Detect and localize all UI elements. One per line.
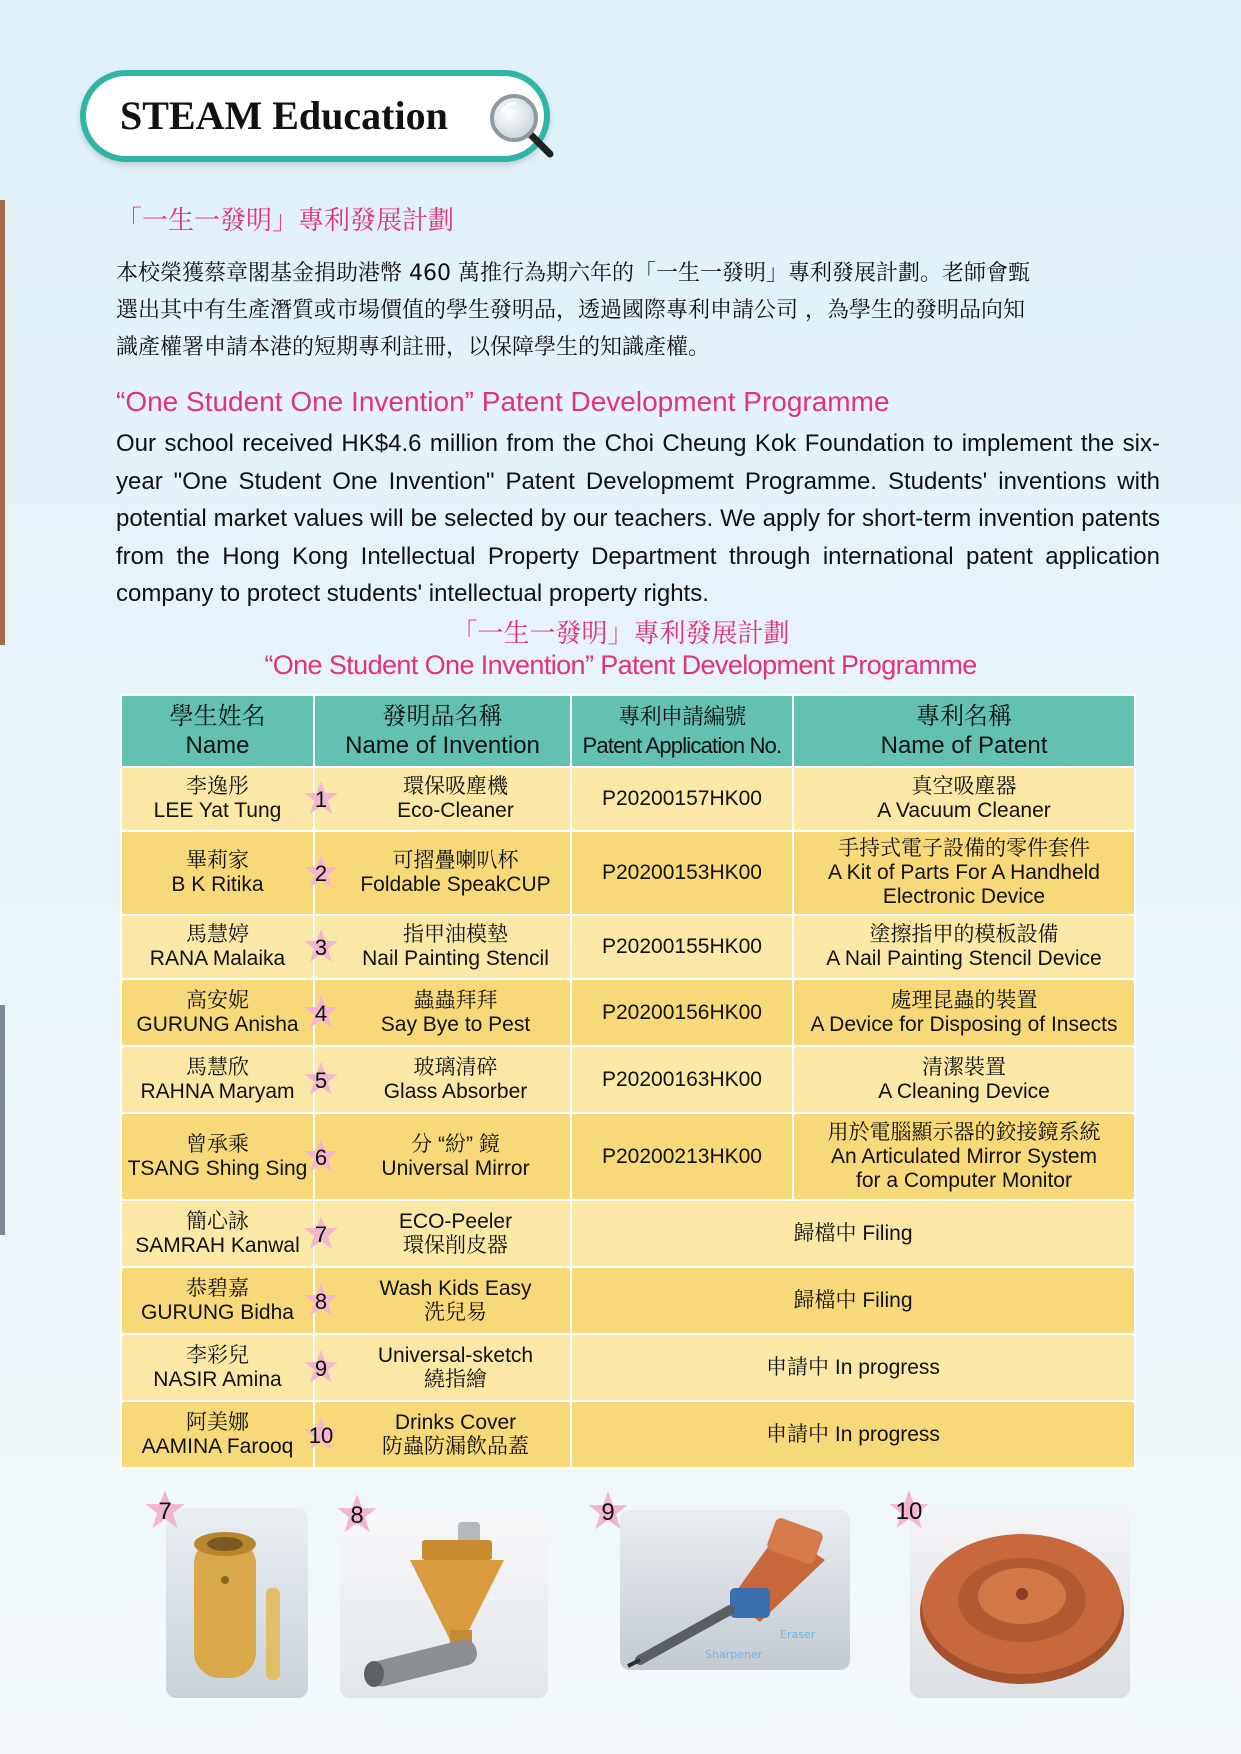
student-name: 馬慧婷 RANA Malaika (122, 916, 313, 978)
status-cell: 申請中 In progress (572, 1335, 1134, 1400)
star-number-badge: 8 (301, 1281, 341, 1321)
star-number-badge: 1 (301, 779, 341, 819)
invention-name: 5 玻璃清碎 Glass Absorber (315, 1047, 570, 1112)
student-name: 李彩兒 NASIR Amina (122, 1335, 313, 1400)
star-number-badge: 4 (301, 993, 341, 1033)
zh-paragraph (116, 255, 1156, 366)
star-number-badge: 10 (301, 1415, 341, 1455)
magnifier-icon (486, 90, 556, 160)
patent-name: 處理昆蟲的裝置 A Device for Disposing of Insects (794, 980, 1134, 1045)
photo-number-badge: 10 (886, 1488, 932, 1534)
sharpener-label: Sharpener (705, 1648, 763, 1661)
invention-name: 10 Drinks Cover 防蟲防漏飲品蓋 (315, 1402, 570, 1467)
patent-name: 塗擦指甲的模板設備 A Nail Painting Stencil Device (794, 916, 1134, 978)
application-no: P20200163HK00 (572, 1047, 792, 1112)
invention-name: 1 環保吸塵機 Eco-Cleaner (315, 768, 570, 830)
table-row (122, 832, 1134, 914)
patent-name: 真空吸塵器 A Vacuum Cleaner (794, 768, 1134, 830)
table-row (122, 980, 1134, 1045)
status-cell: 申請中 In progress (572, 1402, 1134, 1467)
header-application-no: 專利申請編號 Patent Application No. (572, 696, 792, 766)
photo-number-badge: 8 (334, 1492, 380, 1538)
student-name: 阿美娜 AAMINA Farooq (122, 1402, 313, 1467)
section-title-box (80, 70, 550, 162)
page-title: STEAM Education (120, 93, 448, 138)
application-no: P20200155HK00 (572, 916, 792, 978)
invention-name: 2 可摺疊喇叭杯 Foldable SpeakCUP (315, 832, 570, 914)
patent-name: 手持式電子設備的零件套件 A Kit of Parts For A Handheld Electronic Device (794, 832, 1134, 914)
zh-line: 本校榮獲蔡章閣基金捐助港幣 460 萬推行為期六年的「一生一發明」專利發展計劃。老師會甄 (116, 261, 1030, 286)
table-en-title: “One Student One Invention” Patent Development Programme (264, 650, 977, 680)
table-row (122, 768, 1134, 830)
photo-drinks-cover (910, 1510, 1130, 1698)
table-row (122, 1268, 1134, 1333)
table-row (122, 1335, 1134, 1400)
star-number-badge: 5 (301, 1060, 341, 1100)
en-heading: “One Student One Invention” Patent Development Programme (116, 386, 890, 417)
student-name: 簡心詠 SAMRAH Kanwal (122, 1201, 313, 1266)
photo-universal-sketch (620, 1510, 850, 1670)
invention-name: 7 ECO-Peeler 環保削皮器 (315, 1201, 570, 1266)
table-zh-title: 「一生一發明」專利發展計劃 (451, 619, 790, 649)
photo-number-badge: 9 (585, 1489, 631, 1535)
eraser-label: Eraser (780, 1628, 816, 1641)
header-name: 學生姓名 Name (122, 696, 313, 766)
funnel-image (340, 1510, 548, 1698)
status-cell: 歸檔中 Filing (572, 1268, 1134, 1333)
application-no: P20200153HK00 (572, 832, 792, 914)
table-row (122, 1114, 1134, 1199)
drinks-cover-image (910, 1510, 1130, 1698)
left-edge-strip (0, 1005, 5, 1235)
student-name: 李逸彤 LEE Yat Tung (122, 768, 313, 830)
patent-table (120, 694, 1136, 1469)
invention-name: 4 蟲蟲拜拜 Say Bye to Pest (315, 980, 570, 1045)
sketch-tool-image (620, 1510, 850, 1670)
status-cell: 歸檔中 Filing (572, 1201, 1134, 1266)
star-number-badge: 6 (301, 1137, 341, 1177)
table-header-row (122, 696, 1134, 766)
left-edge-strip (0, 200, 5, 645)
peeler-image (166, 1508, 308, 1698)
star-number-badge: 2 (301, 853, 341, 893)
invention-name: 3 指甲油模墊 Nail Painting Stencil (315, 916, 570, 978)
photo-number-badge: 7 (142, 1488, 188, 1534)
student-name: 畢莉家 B K Ritika (122, 832, 313, 914)
invention-name: 8 Wash Kids Easy 洗兒易 (315, 1268, 570, 1333)
table-row (122, 1201, 1134, 1266)
table-row (122, 1047, 1134, 1112)
photo-eco-peeler (166, 1508, 308, 1698)
application-no: P20200156HK00 (572, 980, 792, 1045)
application-no: P20200157HK00 (572, 768, 792, 830)
star-number-badge: 3 (301, 927, 341, 967)
zh-line: 識產權署申請本港的短期專利註冊，以保障學生的知識產權。 (116, 335, 711, 360)
student-name: 恭碧嘉 GURUNG Bidha (122, 1268, 313, 1333)
table-row (122, 916, 1134, 978)
student-name: 曾承乘 TSANG Shing Sing (122, 1114, 313, 1199)
patent-name: 清潔裝置 A Cleaning Device (794, 1047, 1134, 1112)
application-no: P20200213HK00 (572, 1114, 792, 1199)
star-number-badge: 7 (301, 1214, 341, 1254)
photo-wash-kids-easy (340, 1510, 548, 1698)
star-number-badge: 9 (301, 1348, 341, 1388)
header-invention: 發明品名稱 Name of Invention (315, 696, 570, 766)
invention-name: 9 Universal-sketch 繞指繪 (315, 1335, 570, 1400)
header-patent-name: 專利名稱 Name of Patent (794, 696, 1134, 766)
zh-line: 選出其中有生產潛質或市場價值的學生發明品，透過國際專利申請公司 ，為學生的發明品向知 (116, 298, 1025, 323)
student-name: 高安妮 GURUNG Anisha (122, 980, 313, 1045)
patent-name: 用於電腦顯示器的鉸接鏡系統 An Articulated Mirror System for a Computer Monitor (794, 1114, 1134, 1199)
zh-heading: 「一生一發明」專利發展計劃 (116, 206, 455, 236)
en-paragraph: Our school received HK$4.6 million from the Choi Cheung Kok Foundation to implement the six-year "One Student One Invention" Patent Developmemt Programme. Students' inventions with potential market values will be selected by our teachers. We apply for short-term invention patents from the Hong Kong Intellectual Property Department through international patent application company to protect students' intellectual property rights. (116, 430, 1160, 607)
student-name: 馬慧欣 RAHNA Maryam (122, 1047, 313, 1112)
table-row (122, 1402, 1134, 1467)
invention-name: 6 分 “紛” 鏡 Universal Mirror (315, 1114, 570, 1199)
